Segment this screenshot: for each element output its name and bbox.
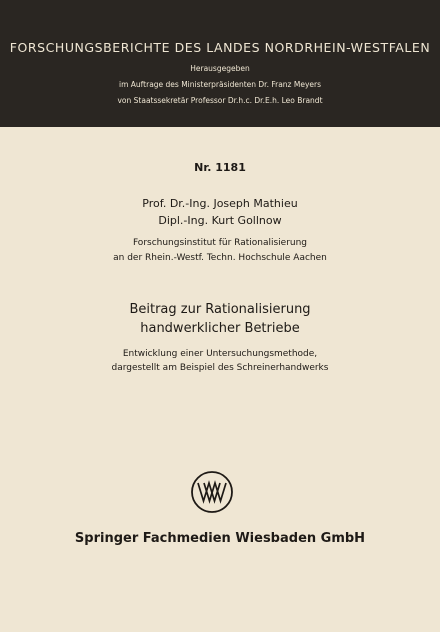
report-number: Nr. 1181 bbox=[194, 161, 246, 174]
institute-line-1: Forschungsinstitut für Rationalisierung bbox=[132, 238, 308, 248]
editor-line-3: von Staatssekretär Professor Dr.h.c. Dr.E.h. Leo Brandt bbox=[117, 96, 323, 105]
title-line-1: Beitrag zur Rationalisierung bbox=[129, 302, 311, 317]
author-2: Dipl.-Ing. Kurt Gollnow bbox=[158, 214, 282, 227]
publisher-w-emblem-icon bbox=[190, 470, 234, 514]
series-title: FORSCHUNGSBERICHTE DES LANDES NORDRHEIN-WESTFALEN bbox=[9, 40, 431, 55]
author-1: Prof. Dr.-Ing. Joseph Mathieu bbox=[142, 197, 298, 210]
subtitle-line-2: dargestellt am Beispiel des Schreinerhandwerks bbox=[111, 363, 329, 373]
editor-line-2: im Auftrage des Ministerpräsidenten Dr. Franz Meyers bbox=[119, 80, 321, 89]
subtitle-line-1: Entwicklung einer Untersuchungsmethode, bbox=[122, 349, 318, 359]
publisher-name: Springer Fachmedien Wiesbaden GmbH bbox=[74, 531, 366, 546]
title-line-2: handwerklicher Betriebe bbox=[140, 321, 300, 336]
editor-line-1: Herausgegeben bbox=[190, 64, 250, 73]
header-band bbox=[0, 0, 440, 127]
institute-line-2: an der Rhein.-Westf. Techn. Hochschule Aachen bbox=[113, 253, 327, 263]
